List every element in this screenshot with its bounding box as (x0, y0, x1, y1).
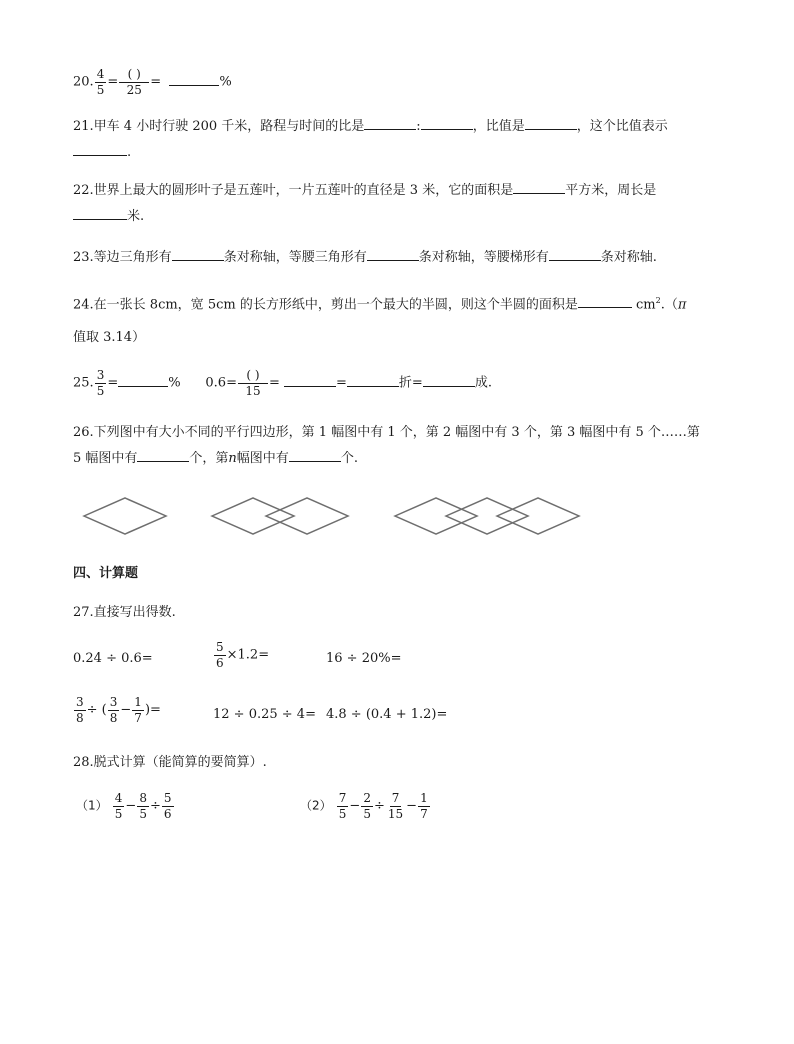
calc-item: 0.24 ÷ 0.6= (73, 651, 153, 666)
fraction: $\frac{7}{15}$ (387, 791, 404, 821)
question-21: 21.甲车 4 小时行驶 200 千米，路程与时间的比是 : ，比值是 ，这个比值表示 (73, 119, 668, 134)
fraction: $\frac{3}{8}$ (109, 695, 118, 725)
fraction: $\frac{7}{5}$ (338, 791, 347, 821)
question-28-title: 28.脱式计算（能简算的要简算）. (73, 755, 267, 770)
question-20: 20. $\frac{4}{5}$ = $\frac{( )}{25}$ = % (73, 67, 232, 97)
question-24-line2: 值取 3.14） (73, 330, 146, 345)
calc-problem-1: （1） $\frac{4}{5}$ − $\frac{8}{5}$ ÷ $\frac{5}{6}$ (76, 791, 172, 821)
calc-item: 16 ÷ 20%= (326, 651, 402, 666)
question-24: 24.在一张长 8cm，宽 5cm 的长方形纸中，剪出一个最大的半圆，则这个半圆的面积是 $cm^2.(\pi$ (73, 296, 687, 313)
fraction: $\frac{5}{6}$ (163, 791, 172, 821)
calc-item: $\frac{3}{8}$ ÷ ( $\frac{3}{8}$ − $\frac{1}{7}$ )= (76, 695, 161, 725)
fraction: $\frac{1}{7}$ (134, 695, 142, 725)
question-23: 23.等边三角形有 条对称轴，等腰三角形有 条对称轴，等腰梯形有 条对称轴. (73, 250, 657, 265)
fraction-blank[interactable]: $\frac{( )}{15}$ (238, 369, 268, 397)
question-26-line2: 5 幅图中有 个，第n幅图中有 个. (73, 451, 358, 466)
fraction-blank[interactable]: $\frac{( )}{25}$ (119, 68, 149, 96)
figure-3-rhombus-a (395, 498, 477, 534)
figure-2-rhombus-b (266, 498, 348, 534)
calc-item: 12 ÷ 0.25 ÷ 4= (213, 707, 316, 722)
question-25: 25. $\frac{3}{5}$ = % 0.6= $\frac{( )}{15}$ = = 折= 成. (73, 368, 492, 398)
fraction: $\frac{2}{5}$ (363, 791, 371, 821)
calc-item: 4.8 ÷ (0.4 + 1.2)= (326, 707, 448, 722)
fraction: $\frac{4}{5}$ (114, 791, 123, 821)
question-21-line2: . (73, 146, 131, 159)
fraction: $\frac{5}{6}$ (216, 640, 224, 670)
question-26: 26.下列图中有大小不同的平行四边形，第 1 幅图中有 1 个，第 2 幅图中有 3 个，第 3 幅图中有 5 个……第 (73, 425, 700, 440)
figure-1-rhombus (84, 498, 166, 534)
calc-problem-2: （2） $\frac{7}{5}$ − $\frac{2}{5}$ ÷ $\frac{7}{15}$ − $\frac{1}{7}$ (300, 791, 428, 821)
question-22-line2: 米. (73, 210, 144, 223)
fraction: $\frac{4}{5}$ (96, 67, 105, 97)
question-27-title: 27.直接写出得数. (73, 605, 176, 620)
fraction: $\frac{3}{8}$ (76, 695, 84, 725)
fraction: $\frac{3}{5}$ (96, 368, 105, 398)
calc-item: $\frac{5}{6}$ ×1.2= (216, 640, 270, 670)
figure-2-rhombus-a (212, 498, 294, 534)
figure-3-rhombus-c (497, 498, 579, 534)
question-22: 22.世界上最大的圆形叶子是五莲叶，一片五莲叶的直径是 3 米，它的面积是 平方米，周长是 (73, 183, 657, 198)
section-heading: 四、计算题 (73, 566, 139, 581)
fraction: $\frac{1}{7}$ (420, 791, 428, 821)
figure-3-rhombus-b (446, 498, 528, 534)
fraction: $\frac{8}{5}$ (139, 791, 147, 821)
